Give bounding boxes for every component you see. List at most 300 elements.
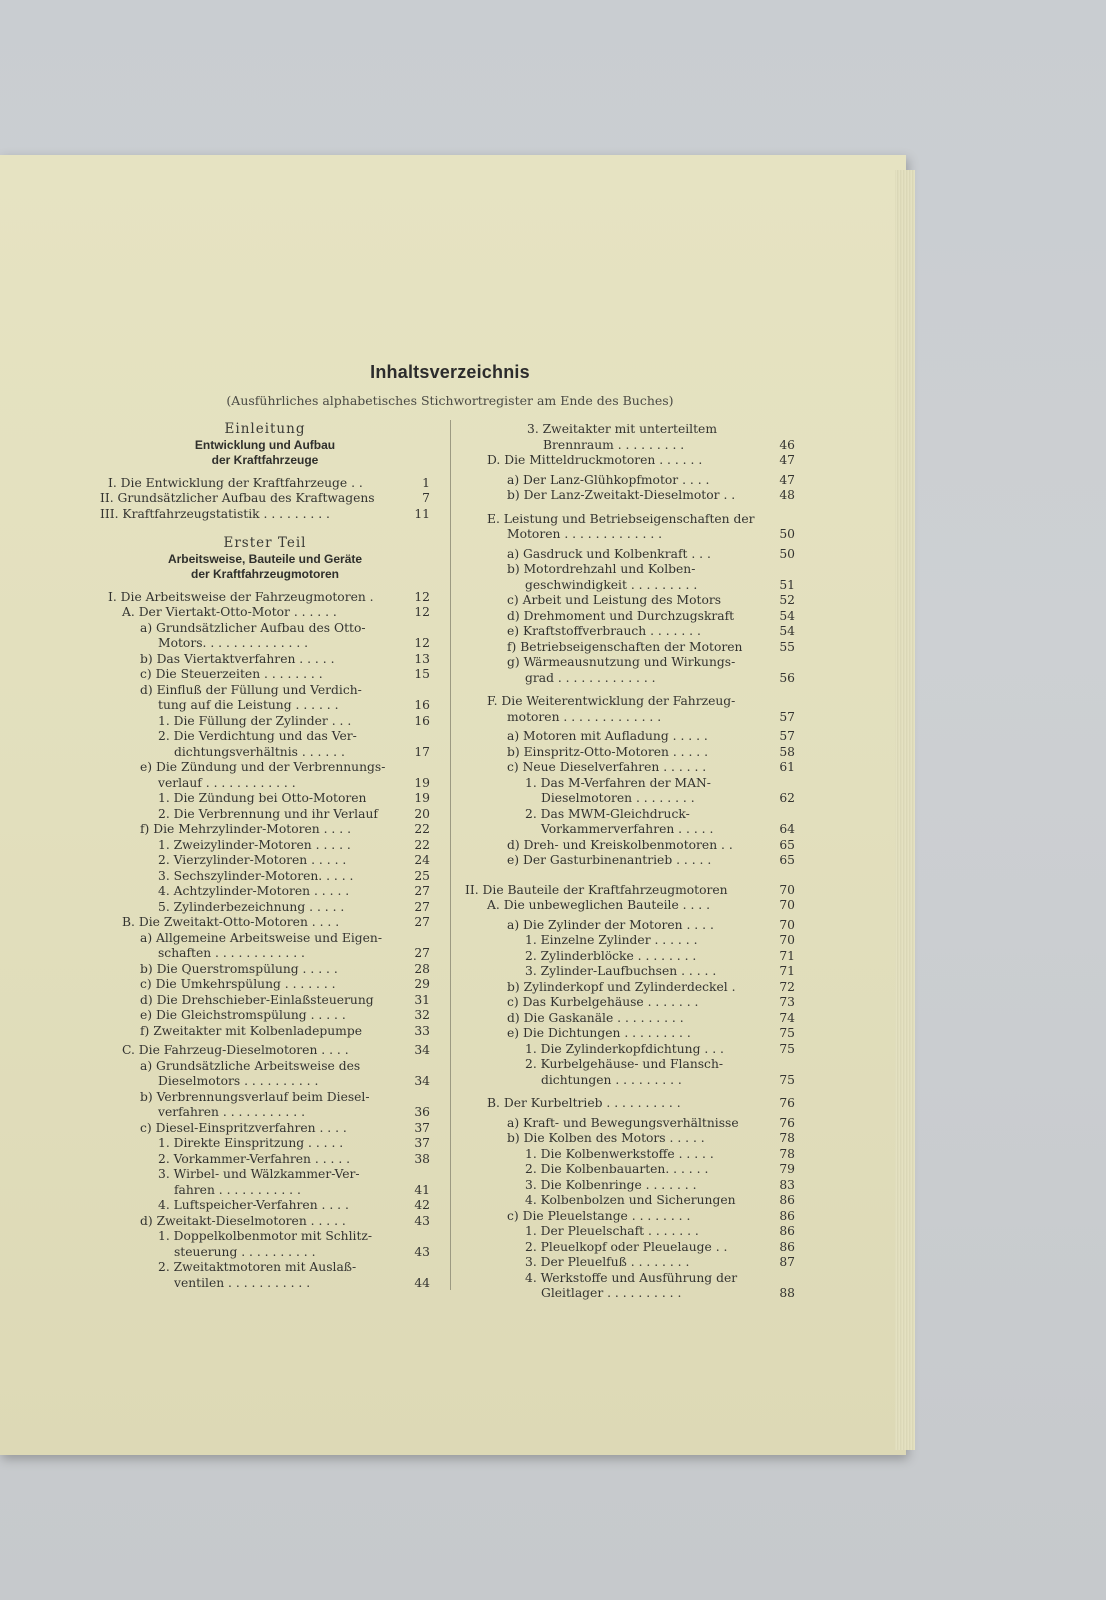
toc-entry-label: B. Die Zweitakt-Otto-Motoren . . . .: [122, 915, 340, 929]
toc-entry-label: 2. Kurbelgehäuse- und Flansch-: [525, 1057, 724, 1071]
toc-entry-label: b) Die Querstromspülung . . . . .: [140, 961, 338, 976]
section-title: Arbeitsweise, Bauteile und Geräte: [167, 551, 363, 566]
toc-page-number: 75: [779, 1026, 795, 1040]
toc-page-number: 22: [414, 822, 430, 836]
toc-page-number: 47: [779, 453, 795, 467]
toc-entry[interactable]: [465, 593, 795, 609]
toc-page-number: 34: [414, 1074, 430, 1088]
toc-entry[interactable]: [465, 1116, 795, 1132]
toc-entry[interactable]: [465, 694, 795, 710]
toc-page-number: 33: [414, 1023, 430, 1038]
toc-page-number: 78: [779, 1146, 795, 1161]
toc-page-number: 12: [414, 605, 430, 619]
toc-page-number: 79: [779, 1162, 795, 1176]
toc-page-number: 25: [414, 868, 430, 883]
toc-page-number: 52: [779, 593, 795, 607]
toc-entry[interactable]: [100, 652, 430, 668]
toc-entry-label: dichtungen . . . . . . . . .: [541, 1072, 682, 1087]
toc-page-number: 43: [414, 1244, 430, 1259]
toc-page-number: 57: [779, 709, 795, 724]
toc-entry-label: 2. Die Verdichtung und das Ver-: [158, 729, 357, 743]
toc-entry[interactable]: [465, 980, 795, 996]
toc-entry-label: d) Einfluß der Füllung und Verdich-: [140, 682, 362, 697]
toc-page-number: 58: [779, 744, 795, 759]
toc-entry-label: b) Zylinderkopf und Zylinderdeckel .: [507, 979, 736, 994]
toc-entry-label: verfahren . . . . . . . . . . .: [158, 1105, 305, 1119]
toc-entry[interactable]: [100, 946, 430, 962]
toc-entry-label: steuerung . . . . . . . . . .: [174, 1244, 316, 1259]
toc-entry[interactable]: [465, 422, 795, 438]
toc-entry[interactable]: [100, 745, 430, 761]
toc-page-number: 65: [779, 837, 795, 852]
toc-entry[interactable]: [465, 1271, 795, 1287]
toc-entry[interactable]: [465, 1042, 795, 1058]
toc-entry-label: a) Kraft- und Bewegungsverhältnisse: [507, 1115, 739, 1130]
toc-entry-label: g) Wärmeausnutzung und Wirkungs-: [507, 655, 736, 669]
toc-entry-label: c) Arbeit und Leistung des Motors: [507, 593, 722, 607]
section-title: Entwicklung und Aufbau: [194, 437, 336, 452]
toc-entry-label: f) Zweitakter mit Kolbenladepumpe: [140, 1023, 362, 1038]
toc-page-number: 87: [779, 1255, 795, 1269]
toc-entry-label: II. Grundsätzlicher Aufbau des Kraftwagens: [100, 491, 375, 505]
toc-entry-label: 2. Zylinderblöcke . . . . . . . .: [525, 948, 697, 963]
toc-entry-label: b) Der Lanz-Zweitakt-Dieselmotor . .: [507, 488, 736, 502]
toc-entry-label: c) Diesel-Einspritzverfahren . . . .: [140, 1120, 347, 1135]
toc-entry[interactable]: [100, 1008, 430, 1024]
toc-entry[interactable]: [100, 1043, 430, 1059]
spacer: [465, 686, 795, 694]
toc-entry-label: e) Der Gasturbinenantrieb . . . . .: [507, 853, 712, 867]
toc-entry[interactable]: [100, 636, 430, 652]
toc-entry[interactable]: [100, 962, 430, 978]
toc-entry[interactable]: [465, 1011, 795, 1027]
toc-entry-label: Gleitlager . . . . . . . . . .: [541, 1286, 682, 1300]
toc-entry[interactable]: [100, 1229, 430, 1245]
toc-entry-label: 3. Sechszylinder-Motoren. . . . .: [158, 868, 354, 883]
toc-entry[interactable]: [465, 438, 795, 454]
spacer: [100, 582, 430, 590]
toc-entry-label: 3. Zylinder-Laufbuchsen . . . . .: [525, 964, 717, 978]
toc-page-number: 76: [779, 1115, 795, 1130]
section-title: der Kraftfahrzeuge: [211, 452, 319, 467]
toc-entry[interactable]: [465, 562, 795, 578]
toc-entry[interactable]: [100, 977, 430, 993]
toc-entry-label: III. Kraftfahrzeugstatistik . . . . . . . . .: [100, 506, 330, 521]
toc-entry-label: a) Grundsätzliche Arbeitsweise des: [140, 1058, 361, 1073]
toc-entry-label: 3. Die Kolbenringe . . . . . . .: [525, 1177, 697, 1192]
toc-page-number: 41: [414, 1182, 430, 1197]
toc-page-number: 12: [414, 636, 430, 650]
toc-entry-label: Motors. . . . . . . . . . . . . .: [158, 636, 309, 650]
toc-entry-label: 1. Das M-Verfahren der MAN-: [525, 775, 711, 790]
toc-page-number: 48: [779, 488, 795, 502]
toc-page-number: 15: [414, 667, 430, 681]
toc-entry[interactable]: [100, 1121, 430, 1137]
toc-entry-label: 2. Zweitaktmotoren mit Auslaß-: [158, 1260, 357, 1274]
toc-entry[interactable]: [465, 1286, 795, 1302]
toc-page-number: 50: [779, 546, 795, 561]
toc-page-number: 37: [414, 1120, 430, 1135]
toc-page-number: 75: [779, 1041, 795, 1056]
toc-page-number: 70: [779, 898, 795, 912]
toc-page-number: 50: [779, 527, 795, 541]
toc-entry[interactable]: [465, 1209, 795, 1225]
toc-entry-label: a) Der Lanz-Glühkopfmotor . . . .: [507, 472, 710, 487]
toc-entry-label: 3. Wirbel- und Wälzkammer-Ver-: [158, 1167, 360, 1181]
toc-entry-label: 4. Luftspeicher-Verfahren . . . .: [158, 1198, 349, 1212]
toc-entry-label: 2. Die Kolbenbauarten. . . . . .: [525, 1162, 709, 1176]
toc-entry[interactable]: [100, 1167, 430, 1183]
toc-entry-label: I. Die Arbeitsweise der Fahrzeugmotoren .: [108, 589, 374, 604]
toc-page-number: 86: [779, 1193, 795, 1207]
toc-entry-label: Dieselmotoren . . . . . . . .: [541, 791, 695, 805]
toc-entry-label: B. Der Kurbeltrieb . . . . . . . . . .: [487, 1096, 681, 1110]
toc-entry[interactable]: [465, 624, 795, 640]
toc-entry-label: a) Motoren mit Aufladung . . . . .: [507, 729, 708, 743]
toc-page-number: 75: [779, 1072, 795, 1087]
toc-entry-label: a) Allgemeine Arbeitsweise und Eigen-: [140, 930, 382, 945]
spacer: [465, 1088, 795, 1096]
toc-entry[interactable]: [465, 473, 795, 489]
toc-entry[interactable]: [100, 1074, 430, 1090]
toc-entry-label: 1. Die Zündung bei Otto-Motoren: [158, 791, 367, 805]
toc-entry[interactable]: [465, 512, 795, 528]
toc-page-number: 71: [779, 964, 795, 978]
toc-entry[interactable]: [465, 655, 795, 671]
toc-entry[interactable]: [100, 683, 430, 699]
toc-entry-label: F. Die Weiterentwicklung der Fahrzeug-: [487, 694, 736, 708]
toc-entry[interactable]: [100, 822, 430, 838]
toc-entry[interactable]: [465, 853, 795, 869]
toc-entry[interactable]: [465, 1057, 795, 1073]
toc-entry[interactable]: [465, 1147, 795, 1163]
toc-page-number: 70: [779, 882, 795, 897]
toc-page-number: 76: [779, 1096, 795, 1110]
toc-entry-label: 4. Werkstoffe und Ausführung der: [525, 1270, 738, 1285]
section-heading: Einleitung: [224, 421, 306, 437]
toc-entry-label: 4. Achtzylinder-Motoren . . . . .: [158, 884, 350, 898]
toc-entry-label: b) Das Viertaktverfahren . . . . .: [140, 651, 335, 666]
toc-column-right: [465, 422, 795, 1302]
toc-entry-label: Dieselmotors . . . . . . . . . .: [158, 1074, 319, 1088]
toc-page-number: 27: [414, 946, 430, 960]
toc-entry[interactable]: [465, 1240, 795, 1256]
toc-entry-label: 2. Pleuelkopf oder Pleuelauge . .: [525, 1239, 728, 1254]
toc-entry[interactable]: [465, 1255, 795, 1271]
toc-page-number: 7: [422, 491, 430, 505]
toc-page-number: 78: [779, 1131, 795, 1145]
toc-entry[interactable]: [465, 488, 795, 504]
toc-page-number: 16: [414, 713, 430, 728]
spacer: [465, 504, 795, 512]
toc-entry-label: D. Die Mitteldruckmotoren . . . . . .: [487, 453, 703, 467]
spacer: [465, 869, 795, 883]
toc-page-number: 56: [779, 670, 795, 685]
toc-entry[interactable]: [100, 1260, 430, 1276]
toc-page-number: 51: [779, 577, 795, 592]
toc-entry[interactable]: [465, 1026, 795, 1042]
toc-entry[interactable]: [100, 776, 430, 792]
toc-column-left: [100, 422, 430, 1291]
toc-entry[interactable]: [465, 883, 795, 899]
toc-page-number: 57: [779, 729, 795, 743]
toc-page-number: 70: [779, 933, 795, 947]
toc-entry[interactable]: [465, 453, 795, 469]
toc-entry[interactable]: [465, 807, 795, 823]
toc-entry[interactable]: [100, 791, 430, 807]
toc-entry[interactable]: [465, 964, 795, 980]
toc-page-number: 17: [414, 744, 430, 759]
toc-entry-label: C. Die Fahrzeug-Dieselmotoren . . . .: [122, 1043, 349, 1057]
toc-page-number: 12: [414, 589, 430, 604]
toc-entry[interactable]: [100, 1214, 430, 1230]
toc-entry[interactable]: [100, 807, 430, 823]
toc-entry[interactable]: [100, 1245, 430, 1261]
toc-page-number: 1: [422, 475, 430, 490]
toc-entry-label: d) Drehmoment und Durchzugskraft: [507, 608, 735, 623]
toc-page-number: 13: [414, 651, 430, 666]
toc-page-number: 83: [779, 1177, 795, 1192]
toc-entry-label: 5. Zylinderbezeichnung . . . . .: [158, 899, 345, 914]
toc-entry-label: 1. Der Pleuelschaft . . . . . . .: [525, 1224, 699, 1238]
toc-entry[interactable]: [465, 609, 795, 625]
toc-entry-label: Motoren . . . . . . . . . . . . .: [507, 527, 663, 541]
toc-entry-label: d) Die Drehschieber-Einlaßsteuerung: [140, 992, 374, 1007]
toc-entry[interactable]: [465, 838, 795, 854]
toc-entry[interactable]: [100, 491, 430, 507]
toc-entry-label: 1. Die Kolbenwerkstoffe . . . . .: [525, 1146, 714, 1161]
toc-entry-label: 2. Vierzylinder-Motoren . . . . .: [158, 853, 347, 867]
toc-entry[interactable]: [100, 993, 430, 1009]
toc-entry[interactable]: [465, 578, 795, 594]
toc-entry-label: d) Die Gaskanäle . . . . . . . . .: [507, 1010, 684, 1025]
toc-entry[interactable]: [100, 1152, 430, 1168]
spacer: [100, 468, 430, 476]
toc-entry[interactable]: [100, 590, 430, 606]
toc-entry-label: d) Zweitakt-Dieselmotoren . . . . .: [140, 1213, 346, 1228]
toc-entry-label: I. Die Entwicklung der Kraftfahrzeuge . .: [108, 475, 363, 490]
toc-entry[interactable]: [100, 698, 430, 714]
toc-entry-label: a) Die Zylinder der Motoren . . . .: [507, 917, 714, 932]
toc-page-number: 64: [779, 822, 795, 836]
toc-entry[interactable]: [100, 915, 430, 931]
toc-page-number: 22: [414, 837, 430, 852]
toc-page-number: 88: [779, 1286, 795, 1300]
toc-entry-label: dichtungsverhältnis . . . . . .: [174, 744, 345, 759]
toc-entry[interactable]: [100, 1024, 430, 1040]
toc-page-number: 86: [779, 1224, 795, 1238]
toc-entry[interactable]: [465, 791, 795, 807]
toc-page-number: 72: [779, 979, 795, 994]
toc-entry[interactable]: [465, 776, 795, 792]
toc-page-number: 42: [414, 1198, 430, 1212]
toc-page-number: 71: [779, 948, 795, 963]
toc-entry[interactable]: [465, 1224, 795, 1240]
toc-page-number: 74: [779, 1010, 795, 1025]
toc-entry[interactable]: [100, 1059, 430, 1075]
toc-entry-label: 1. Einzelne Zylinder . . . . . .: [525, 933, 698, 947]
toc-entry[interactable]: [100, 1105, 430, 1121]
toc-page-number: 55: [779, 639, 795, 654]
section-title: der Kraftfahrzeugmotoren: [190, 566, 339, 581]
toc-entry[interactable]: [465, 1162, 795, 1178]
toc-entry-label: schaften . . . . . . . . . . . .: [158, 946, 305, 960]
toc-entry[interactable]: [100, 1136, 430, 1152]
toc-entry-label: b) Motordrehzahl und Kolben-: [507, 562, 696, 576]
toc-entry-label: 1. Die Zylinderkopfdichtung . . .: [525, 1041, 724, 1056]
toc-entry-label: 2. Die Verbrennung und ihr Verlauf: [158, 806, 378, 821]
toc-page-number: 38: [414, 1151, 430, 1166]
toc-entry-label: fahren . . . . . . . . . . .: [174, 1182, 301, 1197]
toc-entry[interactable]: [100, 869, 430, 885]
toc-entry-label: e) Die Gleichstromspülung . . . . .: [140, 1008, 346, 1022]
toc-page-number: 70: [779, 917, 795, 932]
toc-entry[interactable]: [465, 1193, 795, 1209]
toc-entry[interactable]: [100, 900, 430, 916]
toc-entry-label: ventilen . . . . . . . . . . .: [174, 1275, 311, 1290]
toc-page-number: 44: [414, 1275, 430, 1290]
toc-entry-label: e) Die Zündung und der Verbrennungs-: [140, 760, 386, 774]
toc-entry-label: A. Die unbeweglichen Bauteile . . . .: [487, 898, 711, 912]
toc-entry[interactable]: [465, 640, 795, 656]
toc-page-number: 65: [779, 853, 795, 867]
toc-page-number: 34: [414, 1043, 430, 1057]
toc-entry[interactable]: [100, 1183, 430, 1199]
toc-entry[interactable]: [100, 476, 430, 492]
toc-page-number: 47: [779, 472, 795, 487]
toc-page-number: 24: [414, 853, 430, 867]
toc-entry[interactable]: [465, 1096, 795, 1112]
toc-entry-label: A. Der Viertakt-Otto-Motor . . . . . .: [122, 605, 337, 619]
toc-entry[interactable]: [100, 760, 430, 776]
toc-entry[interactable]: [100, 884, 430, 900]
toc-page-number: 86: [779, 1208, 795, 1223]
toc-entry-label: 1. Die Füllung der Zylinder . . .: [158, 713, 352, 728]
toc-entry-label: d) Dreh- und Kreiskolbenmotoren . .: [507, 837, 733, 852]
toc-entry-label: motoren . . . . . . . . . . . . .: [507, 709, 662, 724]
toc-entry-label: f) Betriebseigenschaften der Motoren: [507, 639, 743, 654]
toc-page-number: 32: [414, 1008, 430, 1022]
toc-page-number: 62: [779, 791, 795, 805]
toc-entry-label: Brennraum . . . . . . . . .: [543, 437, 685, 452]
toc-entry[interactable]: [465, 710, 795, 726]
section-heading: Erster Teil: [223, 535, 307, 551]
toc-page-number: 16: [414, 698, 430, 712]
toc-entry-label: 2. Vorkammer-Verfahren . . . . .: [158, 1151, 351, 1166]
toc-page-number: 11: [414, 506, 430, 521]
toc-entry[interactable]: [465, 745, 795, 761]
toc-page-number: 27: [414, 884, 430, 898]
toc-page-number: 61: [779, 760, 795, 774]
toc-page-number: 27: [414, 899, 430, 914]
toc-page-number: 29: [414, 977, 430, 991]
toc-entry[interactable]: [465, 995, 795, 1011]
column-divider: [450, 420, 451, 1290]
toc-entry[interactable]: [465, 949, 795, 965]
toc-page-number: 54: [779, 608, 795, 623]
toc-entry-label: Vorkammerverfahren . . . . .: [541, 822, 714, 836]
toc-entry-label: 3. Zweitakter mit unterteiltem: [527, 422, 717, 436]
toc-entry[interactable]: [465, 1178, 795, 1194]
toc-entry-label: 4. Kolbenbolzen und Sicherungen: [525, 1193, 736, 1207]
toc-page-number: 73: [779, 995, 795, 1009]
toc-entry-label: E. Leistung und Betriebseigenschaften der: [487, 511, 755, 526]
toc-page-number: 28: [414, 961, 430, 976]
toc-entry-label: II. Die Bauteile der Kraftfahrzeugmotoren: [465, 882, 728, 897]
toc-entry-label: f) Die Mehrzylinder-Motoren . . . .: [140, 822, 351, 836]
toc-entry[interactable]: [465, 547, 795, 563]
toc-page-number: 36: [414, 1105, 430, 1119]
toc-entry-label: tung auf die Leistung . . . . . .: [158, 698, 339, 712]
toc-page-number: 43: [414, 1213, 430, 1228]
toc-entry-label: 3. Der Pleuelfuß . . . . . . . .: [525, 1255, 690, 1269]
toc-page-number: 19: [414, 775, 430, 790]
toc-page-number: 27: [414, 915, 430, 929]
toc-entry[interactable]: [100, 853, 430, 869]
toc-entry[interactable]: [100, 838, 430, 854]
toc-page-number: 20: [414, 806, 430, 821]
page-edges: [895, 170, 915, 1450]
toc-entry[interactable]: [100, 931, 430, 947]
toc-entry-label: grad . . . . . . . . . . . . .: [525, 670, 656, 685]
toc-entry[interactable]: [100, 1090, 430, 1106]
toc-entry[interactable]: [100, 605, 430, 621]
toc-entry-label: 1. Doppelkolbenmotor mit Schlitz-: [158, 1229, 373, 1243]
toc-entry-label: c) Neue Dieselverfahren . . . . . .: [507, 760, 707, 774]
toc-entry-label: c) Das Kurbelgehäuse . . . . . . .: [507, 995, 699, 1009]
toc-entry-label: a) Grundsätzlicher Aufbau des Otto-: [140, 620, 366, 635]
toc-entry-label: 2. Das MWM-Gleichdruck-: [525, 806, 690, 821]
toc-page-number: 37: [414, 1136, 430, 1150]
toc-page-number: 31: [414, 992, 430, 1007]
toc-entry[interactable]: [100, 729, 430, 745]
toc-entry-label: c) Die Pleuelstange . . . . . . . .: [507, 1208, 691, 1223]
toc-entry[interactable]: [100, 507, 430, 523]
toc-page-number: 54: [779, 624, 795, 638]
toc-entry[interactable]: [100, 667, 430, 683]
spacer: [100, 522, 430, 536]
toc-entry[interactable]: [100, 714, 430, 730]
toc-entry[interactable]: [465, 822, 795, 838]
toc-entry[interactable]: [465, 918, 795, 934]
page-subtitle: (Ausführliches alphabetisches Stichwortregister am Ende des Buches): [226, 393, 674, 408]
toc-entry[interactable]: [100, 621, 430, 637]
toc-entry[interactable]: [465, 729, 795, 745]
toc-entry[interactable]: [465, 760, 795, 776]
toc-entry[interactable]: [465, 1131, 795, 1147]
toc-entry-label: 1. Direkte Einspritzung . . . . .: [158, 1136, 344, 1150]
toc-entry[interactable]: [465, 933, 795, 949]
toc-entry-label: b) Verbrennungsverlauf beim Diesel-: [140, 1089, 370, 1104]
toc-entry[interactable]: [465, 1073, 795, 1089]
toc-page-number: 86: [779, 1239, 795, 1254]
toc-entry[interactable]: [100, 1276, 430, 1292]
page-title: Inhaltsverzeichnis: [370, 362, 530, 382]
toc-entry-label: e) Kraftstoffverbrauch . . . . . . .: [507, 624, 701, 638]
toc-page-number: 46: [779, 437, 795, 452]
toc-entry-label: geschwindigkeit . . . . . . . . .: [525, 577, 698, 592]
toc-entry[interactable]: [465, 527, 795, 543]
toc-entry-label: verlauf . . . . . . . . . . . .: [158, 775, 296, 790]
toc-entry-label: c) Die Steuerzeiten . . . . . . . .: [140, 667, 323, 681]
toc-entry-label: c) Die Umkehrspülung . . . . . . .: [140, 977, 336, 991]
toc-entry-label: a) Gasdruck und Kolbenkraft . . .: [507, 546, 711, 561]
toc-entry[interactable]: [465, 898, 795, 914]
toc-entry[interactable]: [100, 1198, 430, 1214]
toc-entry-label: 1. Zweizylinder-Motoren . . . . .: [158, 837, 351, 852]
toc-entry[interactable]: [465, 671, 795, 687]
toc-entry-label: b) Die Kolben des Motors . . . . .: [507, 1131, 705, 1145]
